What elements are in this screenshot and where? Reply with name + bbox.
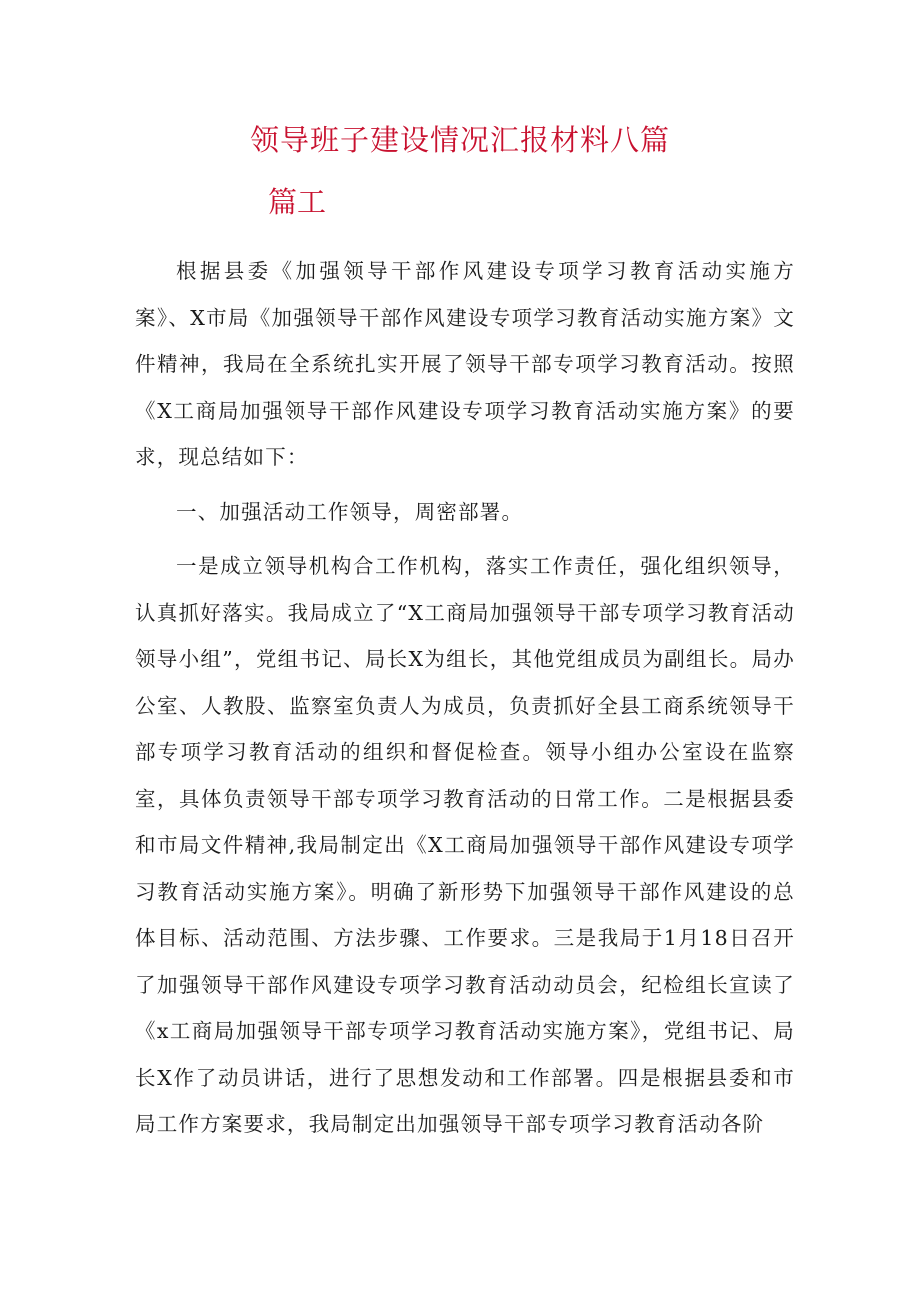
document-title: 领导班子建设情况汇报材料八篇 xyxy=(249,123,670,157)
intro-paragraph: 根据县委《加强领导干部作风建设专项学习教育活动实施方案》、X市局《加强领导干部作风建设专项学习教育活动实施方案》文件精神，我局在全系统扎实开展了领导干部专项学习教育活动。按照《X工商局加强领导干部作风建设专项学习教育活动实施方案》的要求，现总结如下： xyxy=(135,259,795,469)
document-body xyxy=(135,248,795,1148)
section-heading: 一、加强活动工作领导，周密部署。 xyxy=(176,499,524,524)
document-subtitle: 篇工 xyxy=(268,185,327,219)
body-paragraph: 一是成立领导机构合工作机构，落实工作责任，强化组织领导，认真抓好落实。我局成立了“X工商局加强领导干部专项学习教育活动领导小组”，党组书记、局长X为组长，其他党组成员为副组长。局办公室、人教股、监察室负责人为成员，负责抓好全县工商系统领导干部专项学习教育活动的组织和督促检查。领导小组办公室设在监察室，具体负责领导干部专项学习教育活动的日常工作。二是根据县委和市局文件精神,我局制定出《X工商局加强领导干部作风建设专项学习教育活动实施方案》。明确了新形势下加强领导干部作风建设的总体目标、活动范围、方法步骤、工作要求。三是我局于1月18日召开了加强领导干部作风建设专项学习教育活动动员会，纪检组长宣读了《x工商局加强领导干部专项学习教育活动实施方案》，党组书记、局长X作了动员讲话，进行了思想发动和工作部署。四是根据县委和市局工作方案要求，我局制定出加强领导干部专项学习教育活动各阶 xyxy=(135,554,795,1136)
